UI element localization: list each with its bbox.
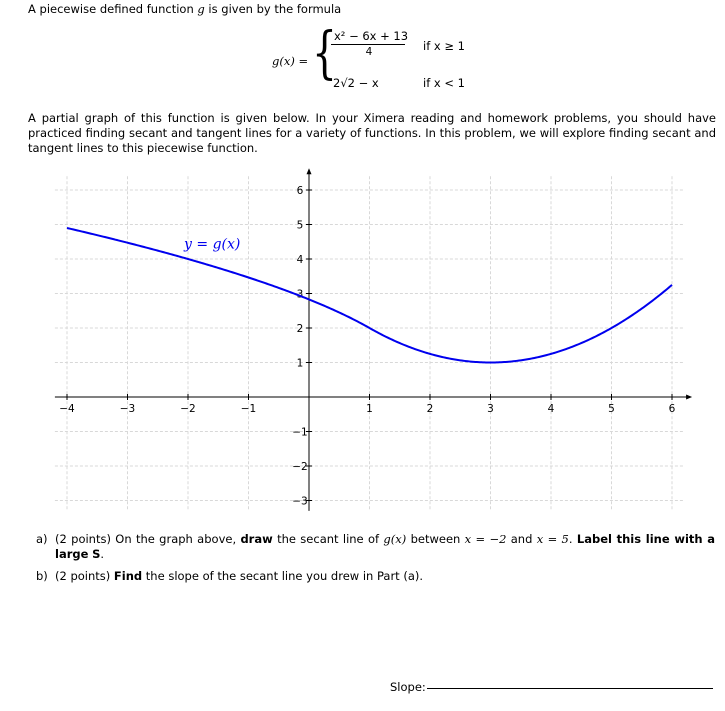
x-tick-label: 4 <box>547 403 555 415</box>
y-tick-label: −3 <box>292 495 308 508</box>
y-tick-label: −2 <box>292 461 308 473</box>
part-a-text: (2 points) On the graph above, draw the secant line of g(x) between x = −2 and x = 5. Label this line with a large S. <box>55 532 716 561</box>
x-tick-label: −2 <box>180 403 196 415</box>
y-tick-label: 2 <box>296 323 304 335</box>
x-axis-arrow <box>686 395 692 400</box>
formula-brace: { <box>312 21 337 86</box>
formula-lhs: g(x) = <box>272 54 309 68</box>
formula-condition-1: if x ≥ 1 <box>423 39 465 53</box>
y-tick-label: 1 <box>296 357 304 370</box>
intro-text: A piecewise defined function g is given by the formula <box>28 2 342 16</box>
y-tick-label: 6 <box>296 185 304 197</box>
x-tick-label: −1 <box>240 403 257 415</box>
formula-numerator: x² − 6x + 13 <box>334 29 409 43</box>
y-tick-label: 4 <box>296 254 304 266</box>
part-a-label: a) <box>36 532 48 546</box>
x-tick-label: 3 <box>487 403 494 415</box>
y-tick-label: −1 <box>292 426 308 439</box>
formula-condition-2: if x < 1 <box>423 76 465 90</box>
formula-denominator: 4 <box>365 46 373 58</box>
x-tick-label: −3 <box>119 403 136 415</box>
y-tick-label: 5 <box>296 219 304 232</box>
x-tick-label: 6 <box>668 403 676 415</box>
x-tick-label: 1 <box>366 403 373 415</box>
x-tick-label: 5 <box>608 403 615 415</box>
description-paragraph: A partial graph of this function is given below. In your Ximera reading and homework problems, you should have practiced finding secant and tangent lines for a variety of functions. In this problem, we will explore finding secant and tangent lines to this piecewise function. <box>28 111 716 155</box>
part-b-text: (2 points) Find the slope of the secant line you drew in Part (a). <box>55 569 424 583</box>
x-tick-label: −4 <box>59 403 75 415</box>
x-tick-label: 2 <box>426 403 434 415</box>
slope-answer-line[interactable] <box>427 688 713 689</box>
curve-label: y = g(x) <box>184 236 241 253</box>
y-axis-arrow <box>307 168 312 174</box>
slope-label: Slope: <box>390 680 426 694</box>
y-tick-label: 3 <box>296 288 304 301</box>
formula-piece-2: 2√2 − x <box>333 76 379 90</box>
part-b-label: b) <box>36 569 48 583</box>
